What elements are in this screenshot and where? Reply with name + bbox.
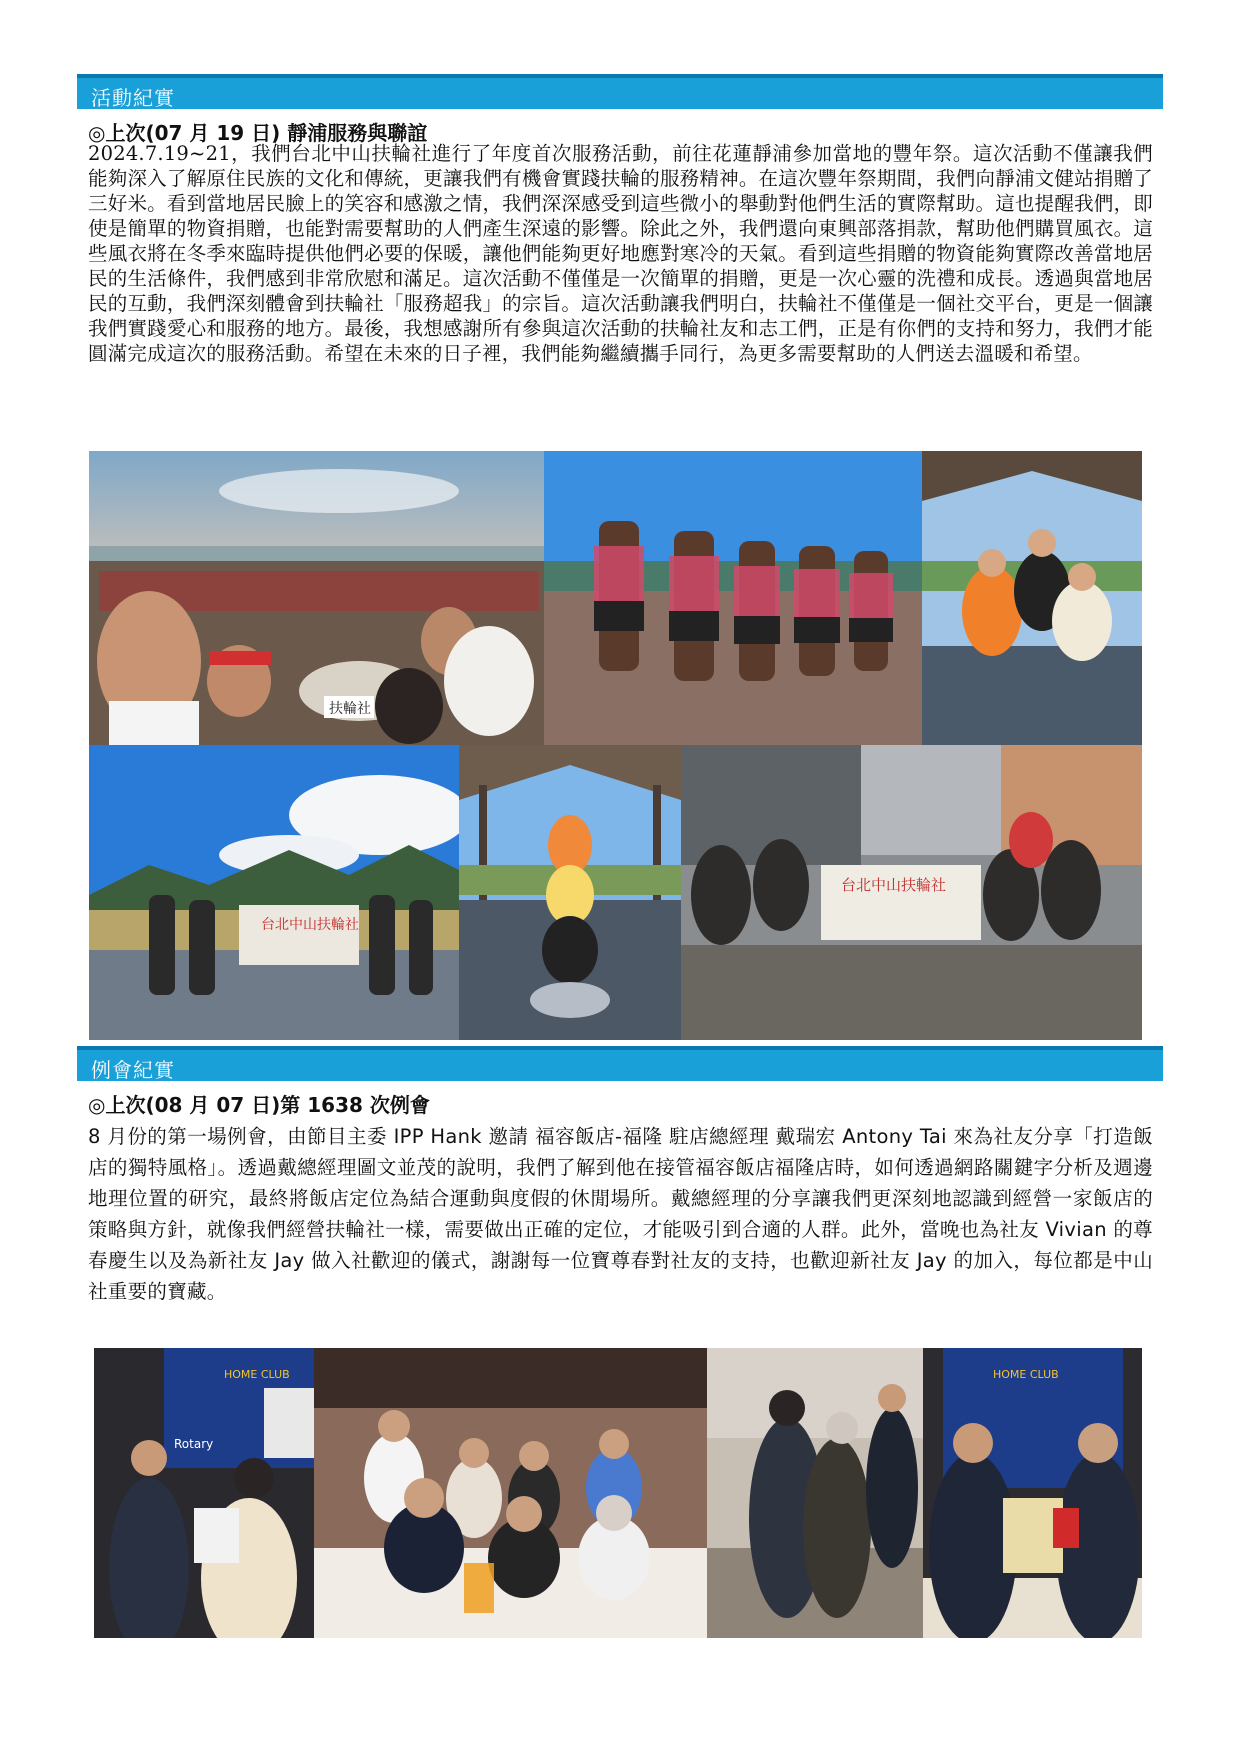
- photo-pavilion-pose: [922, 451, 1142, 745]
- photo-certificate-presentation: [923, 1348, 1142, 1638]
- section-bar-activities: [77, 74, 1163, 109]
- meeting-body-text: 8 月份的第一場例會，由節目主委 IPP Hank 邀請 福容飯店-福隆 駐店總經理 戴瑞宏 Antony Tai 來為社友分享「打造飯店的獨特風格」。透過戴總經理圖文並茂的說明，我們了解到他在接管福容飯店福隆店時，如何透過網路關鍵字分析及週邊地理位置的研究，最終將飯店定位為結合運動與度假的休閒場所。戴總經理的分享讓我們更深刻地認識到經營一家飯店的策略與方針，就像我們經營扶輪社一樣，需要做出正確的定位，才能吸引到合適的人群。此外，當晚也為社友 Vivian 的尊春慶生以及為新社友 Jay 做入社歡迎的儀式，謝謝每一位寶尊春對社友的支持，也歡迎新社友 Jay 的加入，每位都是中山社重要的寶藏。: [88, 1125, 1153, 1303]
- photo-hug-greeting: [707, 1348, 923, 1638]
- photo-dinner-table-group: [314, 1348, 707, 1638]
- meeting-heading: ◎上次(08 月 07 日)第 1638 次例會: [88, 1093, 430, 1117]
- banner-text: 台北中山扶輪社: [261, 917, 359, 933]
- photo-indoor-group-banner: [681, 745, 1142, 1040]
- section-bar-title: 例會紀實: [91, 1058, 175, 1082]
- photo-amis-dancers: [544, 451, 922, 745]
- section-bar-title: 活動紀實: [91, 86, 175, 110]
- photo-group-banner-mountains: [89, 745, 459, 1040]
- photo-speaker-gift: [94, 1348, 314, 1638]
- photo-harvest-festival-dinner: [89, 451, 544, 745]
- activity-body-text: 2024.7.19~21，我們台北中山扶輪社進行了年度首次服務活動，前往花蓮靜浦參加當地的豐年祭。這次活動不僅讓我們能夠深入了解原住民族的文化和傳統，更讓我們有機會實踐扶輪的服務精神。在這次豐年祭期間，我們向靜浦文健站捐贈了三好米。看到當地居民臉上的笑容和感激之情，我們深深感受到這些微小的舉動對他們生活的實際幫助。這也提醒我們，即使是簡單的物資捐贈，也能對需要幫助的人們產生深遠的影響。除此之外，我們還向東興部落捐款，幫助他們購買風衣。這些風衣將在冬季來臨時提供他們必要的保暖，讓他們能夠更好地應對寒冷的天氣。看到這些捐贈的物資能夠實際改善當地居民的生活條件，我們感到非常欣慰和滿足。這次活動不僅僅是一次簡單的捐贈，更是一次心靈的洗禮和成長。透過與當地居民的互動，我們深刻體會到扶輪社「服務超我」的宗旨。這次活動讓我們明白，扶輪社不僅僅是一個社交平台，更是一個讓我們實踐愛心和服務的地方。最後，我想感謝所有參與這次活動的扶輪社友和志工們，正是有你們的支持和努力，我們才能圓滿完成這次的服務活動。希望在未來的日子裡，我們能夠繼續攜手同行，為更多需要幫助的人們送去溫暖和希望。: [88, 142, 1153, 365]
- backdrop-text-2: HOME CLUB: [993, 1368, 1059, 1381]
- activity-heading: ◎上次(07 月 19 日) 靜浦服務與聯誼: [88, 121, 428, 145]
- section-bar-meetings: [77, 1046, 1163, 1081]
- indoor-banner-text: 台北中山扶輪社: [841, 876, 947, 894]
- photo-pavilion-stack-pose: [459, 745, 681, 1040]
- table-sign-text: 扶輪社: [329, 701, 371, 717]
- backdrop-text: HOME CLUB: [224, 1368, 290, 1381]
- backdrop-sub: Rotary: [174, 1437, 214, 1451]
